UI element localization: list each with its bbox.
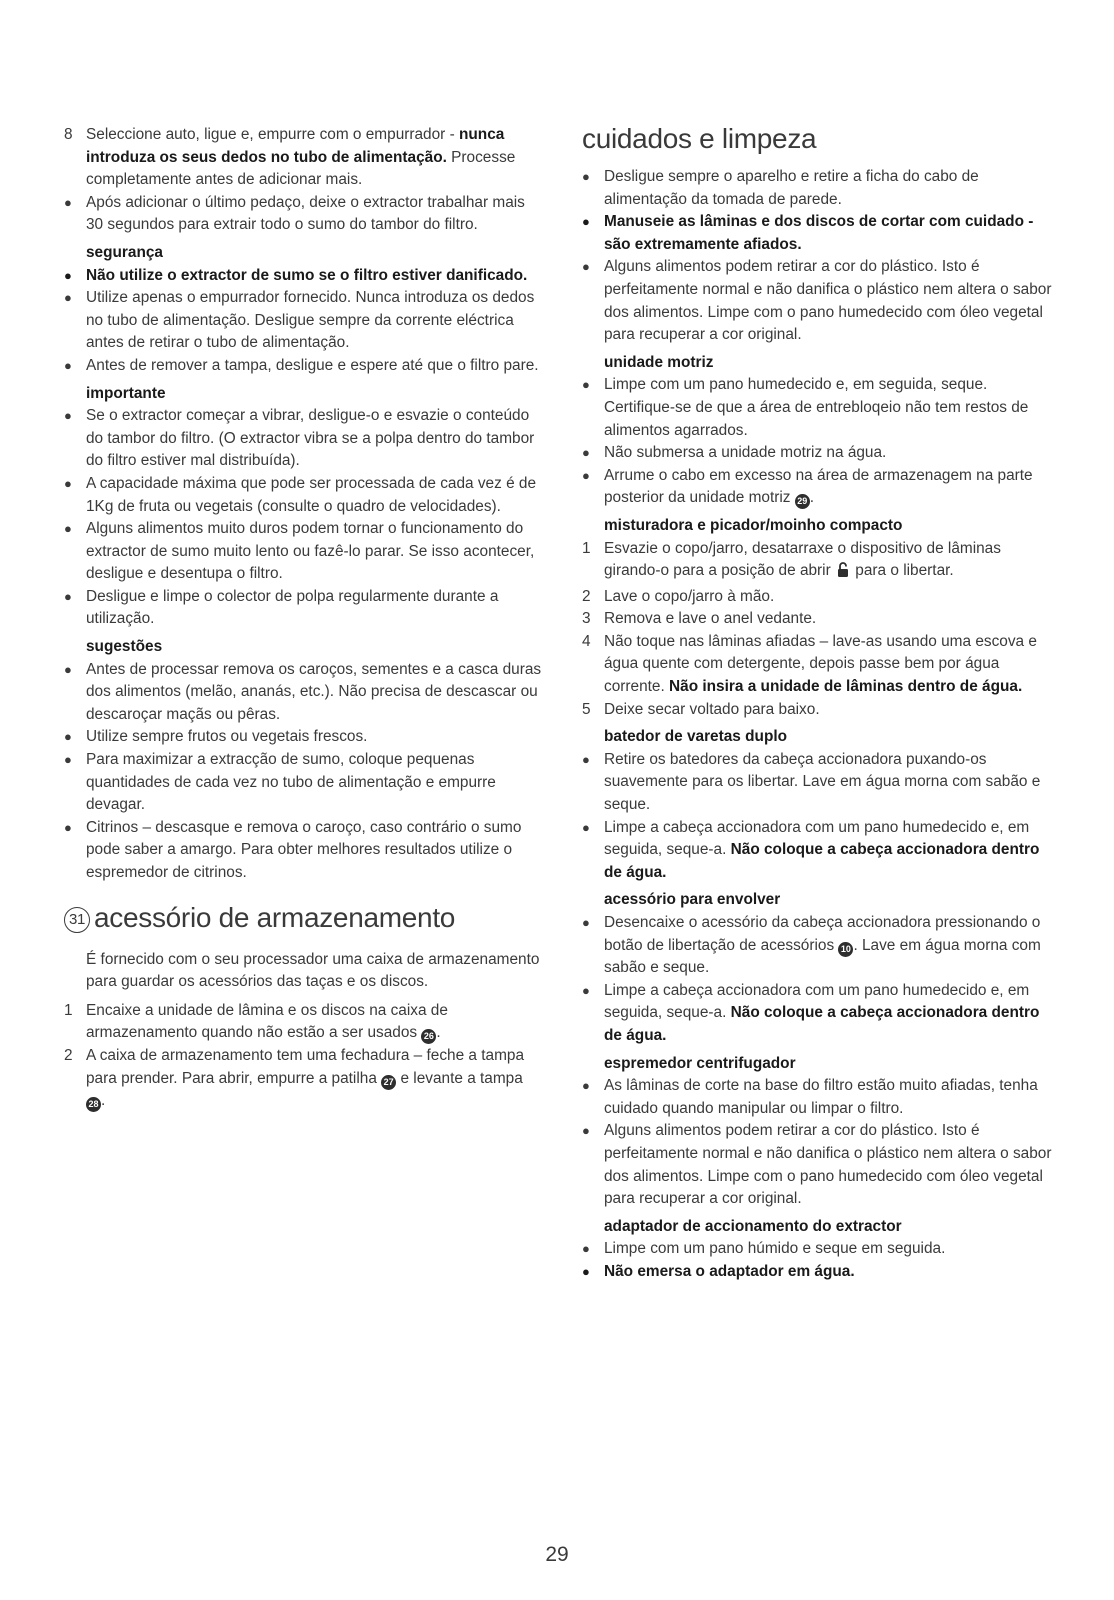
section-title-sugestoes: sugestões [86, 638, 163, 656]
storage-heading [64, 901, 542, 935]
step-text: Encaixe a unidade de lâmina e os discos na caixa de armazenamento quando não estão a ser usados [86, 1001, 448, 1042]
bullet-icon: ● [582, 377, 590, 393]
list-item [64, 518, 542, 586]
bullet-icon: ● [64, 521, 72, 537]
bullet-icon: ● [582, 1078, 590, 1094]
item-text: Desligue e limpe o colector de polpa regularmente durante a utilização. [86, 587, 499, 628]
item-text: Antes de remover a tampa, desligue e espere até que o filtro pare. [86, 356, 539, 374]
step-text: Deixe secar voltado para baixo. [604, 700, 820, 718]
list-item [582, 374, 1054, 442]
item-text: A capacidade máxima que pode ser processada de cada vez é de 1Kg de fruta ou vegetais (consulte o quadro de velocidades). [86, 474, 537, 515]
step-number: 3 [582, 610, 591, 628]
list-item [582, 256, 1054, 346]
item-text: Limpe a cabeça accionadora com um pano humedecido e, em seguida, seque-a. [604, 981, 1030, 1022]
figure-ref-26: 26 [421, 1029, 436, 1044]
section-title-seguranca: segurança [86, 243, 163, 261]
item-text: Após adicionar o último pedaço, deixe o extractor trabalhar mais 30 segundos para extrair todo o sumo do tambor do filtro. [86, 193, 525, 234]
step-number: 2 [64, 1046, 73, 1064]
bullet-icon: ● [582, 259, 590, 275]
section-title-acessorio-envolver: acessório para envolver [604, 891, 781, 909]
blender-step-5 [582, 699, 1054, 722]
step-text: Remova e lave o anel vedante. [604, 610, 817, 628]
bullet-icon: ● [64, 752, 72, 768]
bullet-icon: ● [64, 729, 72, 745]
list-item [64, 192, 542, 237]
bullet-icon: ● [64, 408, 72, 424]
list-item [582, 465, 1054, 510]
list-item [582, 980, 1054, 1048]
item-text-end: . Lave em água morna com sabão e seque. [604, 936, 1041, 977]
section-title-unidade-motriz: unidade motriz [604, 353, 714, 371]
step-text: Não toque nas lâminas afiadas – lave-as usando uma escova e água quente com detergente, depois passe bem por água corrente. [604, 632, 1037, 696]
item-text: Alguns alimentos muito duros podem tornar o funcionamento do extractor de sumo muito lento ou fazê-lo parar. Se isso acontecer, desligue e desentupa o filtro. [86, 520, 535, 583]
step-text: A caixa de armazenamento tem uma fechadura – feche a tampa para prender. Para abrir, empurre a patilha [86, 1046, 525, 1087]
section-title-importante: importante [86, 384, 166, 402]
bullet-icon: ● [582, 1241, 590, 1257]
section-title-adaptador: adaptador de accionamento do extractor [604, 1217, 902, 1235]
item-text-end: . [809, 489, 815, 507]
item-warning: Não coloque a cabeça accionadora dentro de água. [604, 841, 1040, 881]
list-item [64, 749, 542, 817]
step-8 [64, 124, 542, 192]
step-text: Esvazie o copo/jarro, desatarraxe o dispositivo de lâminas girando-o para a posição de abrir [604, 539, 1001, 580]
list-item [582, 442, 1054, 465]
list-item [64, 659, 542, 727]
bullet-icon: ● [64, 290, 72, 306]
bullet-icon: ● [582, 751, 590, 767]
step-number: 5 [582, 700, 591, 718]
list-item [64, 405, 542, 473]
item-text: Limpe com um pano húmido e seque em seguida. [604, 1240, 946, 1258]
blender-step-4 [582, 631, 1054, 699]
blender-step-2 [582, 586, 1054, 609]
step-number: 2 [582, 587, 591, 605]
bullet-icon: ● [582, 915, 590, 930]
step-text-end: Processe completamente antes de adicionar mais. [86, 148, 516, 189]
bullet-icon: ● [64, 267, 72, 283]
item-warning: Não coloque a cabeça accionadora dentro de água. [604, 1004, 1040, 1044]
section-title-batedor: batedor de varetas duplo [604, 728, 788, 746]
list-item [64, 726, 542, 749]
list-item [64, 355, 542, 378]
list-item [582, 749, 1054, 817]
bullet-icon: ● [582, 467, 590, 483]
item-text: Não emersa o adaptador em água. [604, 1262, 855, 1280]
item-text: Citrinos – descasque e remova o caroço, caso contrário o sumo pode saber a amargo. Para obter melhores resultados utilize o espremedor de citrinos. [86, 818, 522, 881]
list-item [64, 586, 542, 631]
figure-ref-10: 10 [838, 942, 853, 957]
figure-ref-28: 28 [86, 1097, 101, 1112]
item-text: Antes de processar remova os caroços, sementes e a casca duras dos alimentos (melão, ananás, etc.). Não precisa de descascar ou descaroçar maçãs ou pêras. [86, 660, 542, 723]
item-text: As lâminas de corte na base do filtro estão muito afiadas, tenha cuidado quando manipular ou limpar o filtro. [604, 1077, 1038, 1117]
list-item [582, 1075, 1054, 1120]
bullet-icon: ● [64, 819, 72, 835]
unlock-icon [837, 561, 849, 586]
list-item [64, 265, 542, 288]
section-title-misturadora: misturadora e picador/moinho compacto [604, 516, 903, 534]
item-text: Arrume o cabo em excesso na área de armazenagem na parte posterior da unidade motriz [604, 466, 1033, 507]
bullet-icon: ● [64, 357, 72, 373]
item-text: Não utilize o extractor de sumo se o filtro estiver danificado. [86, 266, 528, 284]
page-number: 29 [545, 1543, 569, 1566]
list-item [64, 817, 542, 885]
bullet-icon: ● [582, 1263, 590, 1279]
storage-step-2 [64, 1045, 542, 1113]
item-text: Alguns alimentos podem retirar a cor do plástico. Isto é perfeitamente normal e não danifica o plástico nem altera o sabor dos alimentos. Limpe com o pano humedecido com óleo vegetal para recuperar a cor original. [604, 1122, 1052, 1208]
list-item [64, 287, 542, 355]
storage-intro: É fornecido com o seu processador uma caixa de armazenamento para guardar os acessórios das taças e os discos. [86, 950, 540, 991]
item-text: Limpe a cabeça accionadora com um pano humedecido e, em seguida, seque-a. [604, 818, 1030, 859]
blender-step-1 [582, 538, 1054, 586]
item-text: Limpe com um pano humedecido e, em seguida, seque. Certifique-se de que a área de entrebloqeio não tem restos de alimentos agarrados. [604, 376, 1029, 439]
step-text-end: . [436, 1024, 441, 1042]
step-text: Seleccione auto, ligue e, empurre com o empurrador - [86, 126, 455, 143]
item-text: Retire os batedores da cabeça accionadora puxando-os suavemente para os libertar. Lave em água morna com sabão e seque. [604, 750, 1041, 814]
step-text-end: para o libertar. [851, 562, 954, 580]
storage-step-1 [64, 1000, 542, 1045]
heading-text: acessório de armazenamento [94, 901, 456, 933]
care-heading: cuidados e limpeza [582, 123, 817, 154]
step-number: 1 [64, 1001, 73, 1019]
item-text: Utilize apenas o empurrador fornecido. Nunca introduza os dedos no tubo de alimentação. Desligue sempre da corrente eléctrica antes de retirar o tubo de alimentação. [86, 289, 535, 352]
item-text: Manuseie as lâminas e dos discos de cortar com cuidado - são extremamente afiados. [604, 213, 1034, 253]
bullet-icon: ● [64, 661, 72, 677]
bullet-icon: ● [582, 445, 590, 461]
left-column [64, 124, 542, 1113]
figure-ref-27: 27 [381, 1075, 396, 1090]
step-warning: Não insira a unidade de lâminas dentro de água. [669, 678, 1023, 696]
bullet-icon: ● [582, 819, 590, 835]
step-text: Lave o copo/jarro à mão. [604, 587, 775, 605]
bullet-icon: ● [582, 214, 590, 230]
list-item [582, 1238, 1054, 1261]
bullet-icon: ● [582, 1123, 590, 1139]
bullet-icon: ● [64, 475, 72, 491]
step-number: 8 [64, 126, 73, 143]
item-text: Se o extractor começar a vibrar, desligue-o e esvazie o conteúdo do tambor do filtro. (O extractor vibra se a polpa dentro do tambor do filtro estiver mal distribuída). [86, 407, 535, 470]
blender-step-3 [582, 608, 1054, 631]
item-text: Desligue sempre o aparelho e retire a ficha do cabo de alimentação da tomada de parede. [604, 168, 979, 208]
step-warning: nunca introduza os seus dedos no tubo de alimentação. [86, 126, 505, 166]
list-item [582, 1120, 1054, 1210]
figure-ref-29: 29 [795, 494, 810, 509]
item-text: Desencaixe o acessório da cabeça accionadora pressionando o botão de libertação de acessórios [604, 914, 1041, 954]
bullet-icon: ● [64, 588, 72, 604]
list-item [582, 211, 1054, 256]
list-item [582, 1261, 1054, 1284]
list-item [582, 166, 1054, 211]
bullet-icon: ● [582, 169, 590, 184]
bullet-icon: ● [582, 982, 590, 998]
item-text: Não submersa a unidade motriz na água. [604, 444, 887, 462]
step-number: 4 [582, 632, 591, 650]
list-item [582, 817, 1054, 885]
item-text: Para maximizar a extracção de sumo, coloque pequenas quantidades de cada vez no tubo de alimentação e empurre devagar. [86, 751, 496, 814]
step-text-mid: e levante a tampa [396, 1069, 523, 1087]
list-item [64, 473, 542, 518]
item-text: Alguns alimentos podem retirar a cor do plástico. Isto é perfeitamente normal e não danifica o plástico nem altera o sabor dos alimentos. Limpe com o pano humedecido com óleo vegetal para recuperar a cor original. [604, 258, 1052, 344]
section-title-espremedor: espremedor centrifugador [604, 1054, 796, 1072]
list-item [582, 912, 1054, 980]
step-text-end: . [101, 1092, 106, 1110]
step-number: 1 [582, 539, 591, 557]
right-column [582, 124, 1054, 1284]
item-text: Utilize sempre frutos ou vegetais frescos. [86, 728, 368, 746]
section-number-badge: 31 [64, 907, 90, 933]
bullet-icon: ● [64, 194, 72, 210]
